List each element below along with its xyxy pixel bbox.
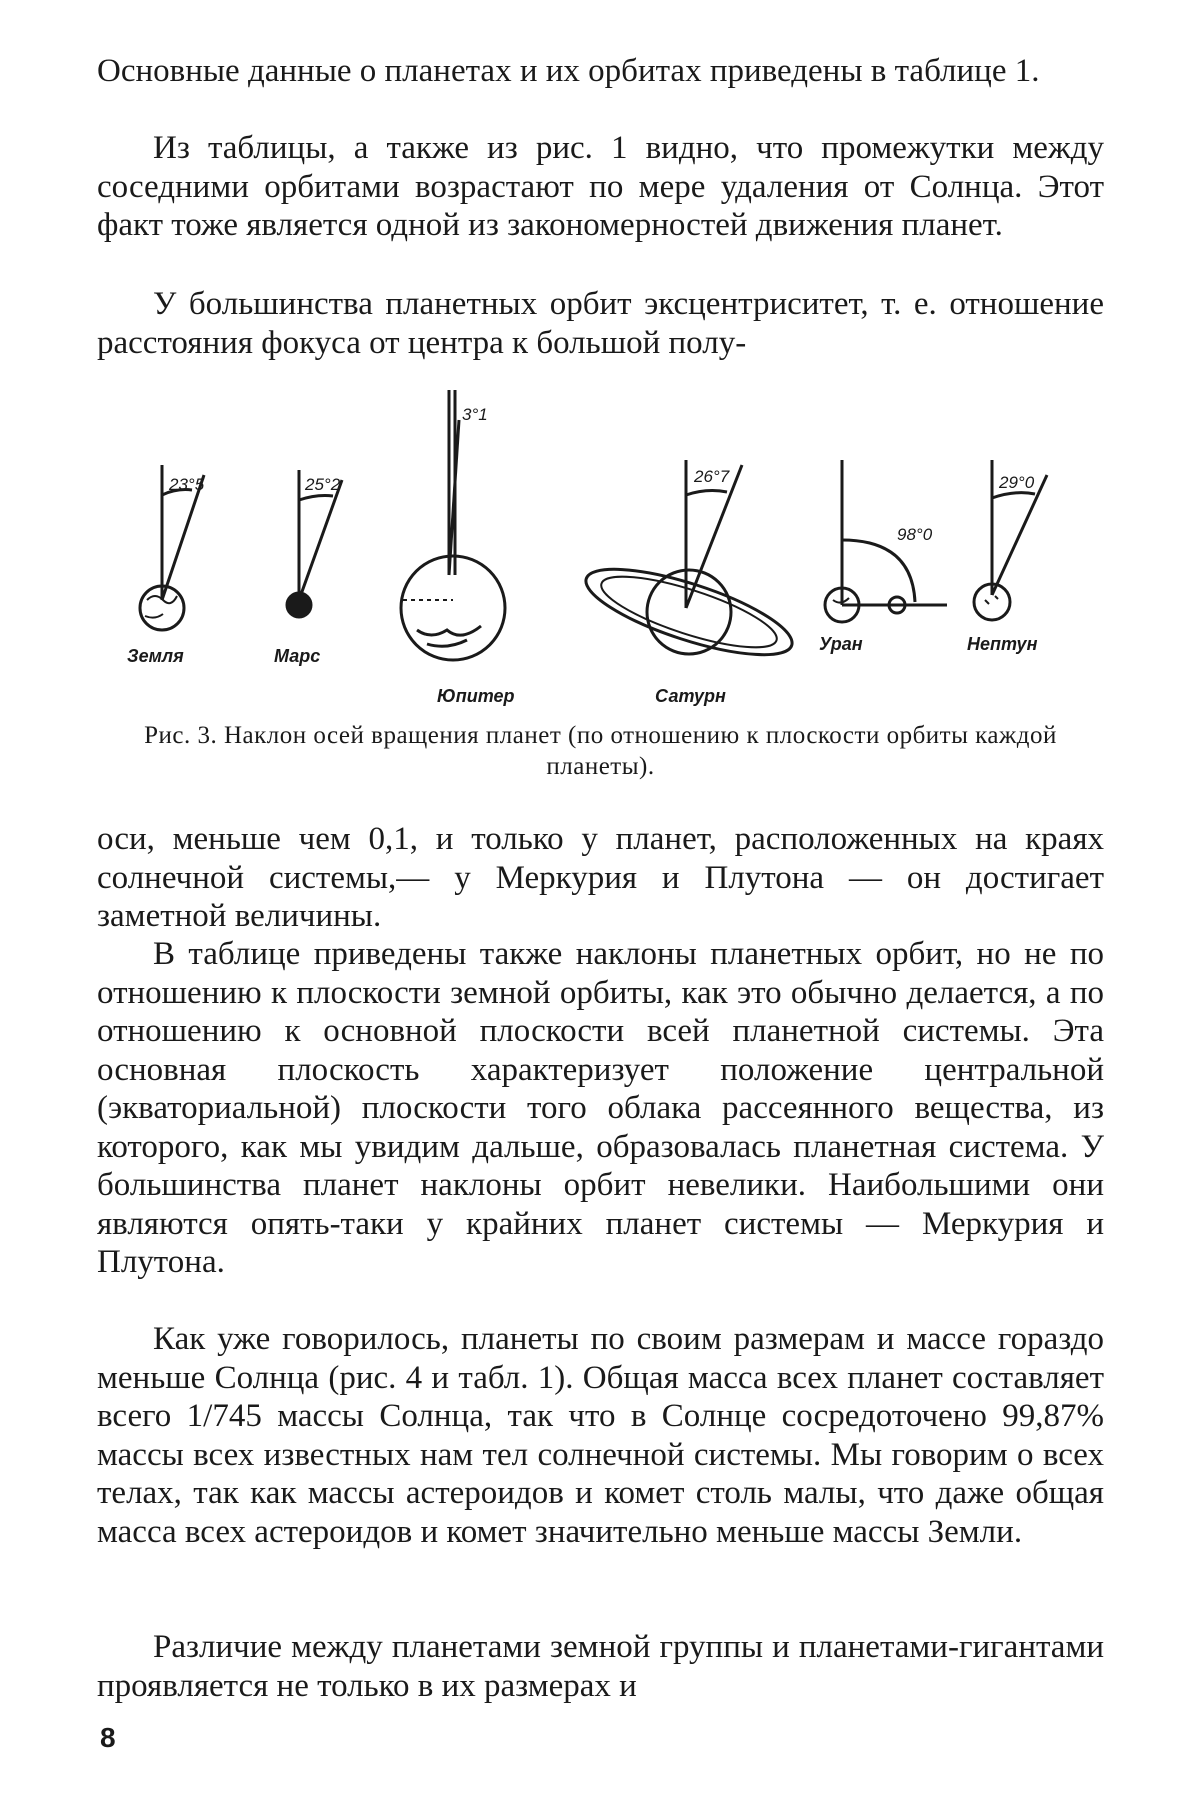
jupiter-label: Юпитер	[437, 686, 515, 706]
earth-angle-label: 23°5	[169, 475, 205, 494]
saturn-drawing	[578, 460, 801, 672]
saturn-label: Сатурн	[655, 686, 726, 706]
paragraph-1: Основные данные о планетах и их орбитах приведены в таблице 1.	[97, 53, 1040, 89]
mars-label: Марс	[274, 646, 321, 666]
paragraph-5: В таблице приведены также наклоны планетных орбит, но не по отношению к плоскости земной орбиты, как это обычно делается, а по отношению к основной плоскости всей планетной системы. Эта основная плоскость характеризует положение центральной (экваториальной) плоскости того облака рассеянного вещества, из которого, как мы увидим дальше, образовалась планетная система. У большинства планет наклоны орбит невелики. Наибольшими они являются опять-таки у крайних планет системы — Меркурия и Плутона.	[97, 936, 1104, 1280]
figure-caption: Рис. 3. Наклон осей вращения планет (по отношению к плоскости орбиты каждой планеты).	[144, 722, 1057, 780]
page-number: 8	[100, 1722, 116, 1753]
neptune-angle-label: 29°0	[999, 473, 1035, 492]
planet-axis-tilt-figure	[97, 390, 1107, 720]
uranus-angle-label: 98°0	[897, 525, 933, 544]
paragraph-4: оси, меньше чем 0,1, и только у планет, расположенных на краях солнечной системы,— у Меркурия и Плутона — он достигает заметной величины.	[97, 821, 1104, 934]
paragraph-7: Различие между планетами земной группы и планетами-гигантами проявляется не только в их размерах и	[97, 1629, 1104, 1704]
paragraph-3: У большинства планетных орбит эксцентриситет, т. е. отношение расстояния фокуса от центра к большой полу-	[97, 286, 1104, 361]
jupiter-drawing	[401, 390, 505, 660]
mars-angle-label: 25°2	[305, 475, 341, 494]
figure-illustration	[97, 390, 1107, 720]
saturn-angle-label: 26°7	[694, 467, 730, 486]
earth-label: Земля	[127, 646, 184, 666]
jupiter-angle-label: 3°1	[462, 405, 488, 424]
paragraph-6: Как уже говорилось, планеты по своим размерам и массе гораздо меньше Солнца (рис. 4 и табл. 1). Общая масса всех планет составляет всего 1/745 массы Солнца, так что в Солнце сосредоточено 99,87% массы всех известных нам тел солнечной системы. Мы говорим о всех телах, так как массы астероидов и комет столь малы, что даже общая масса всех астероидов и комет значительно меньше массы Земли.	[97, 1321, 1104, 1550]
neptune-label: Нептун	[967, 634, 1038, 654]
paragraph-2: Из таблицы, а также из рис. 1 видно, что промежутки между соседними орбитами возрастают по мере удаления от Солнца. Этот факт тоже является одной из закономерностей движения планет.	[97, 130, 1104, 243]
uranus-label: Уран	[819, 634, 863, 654]
